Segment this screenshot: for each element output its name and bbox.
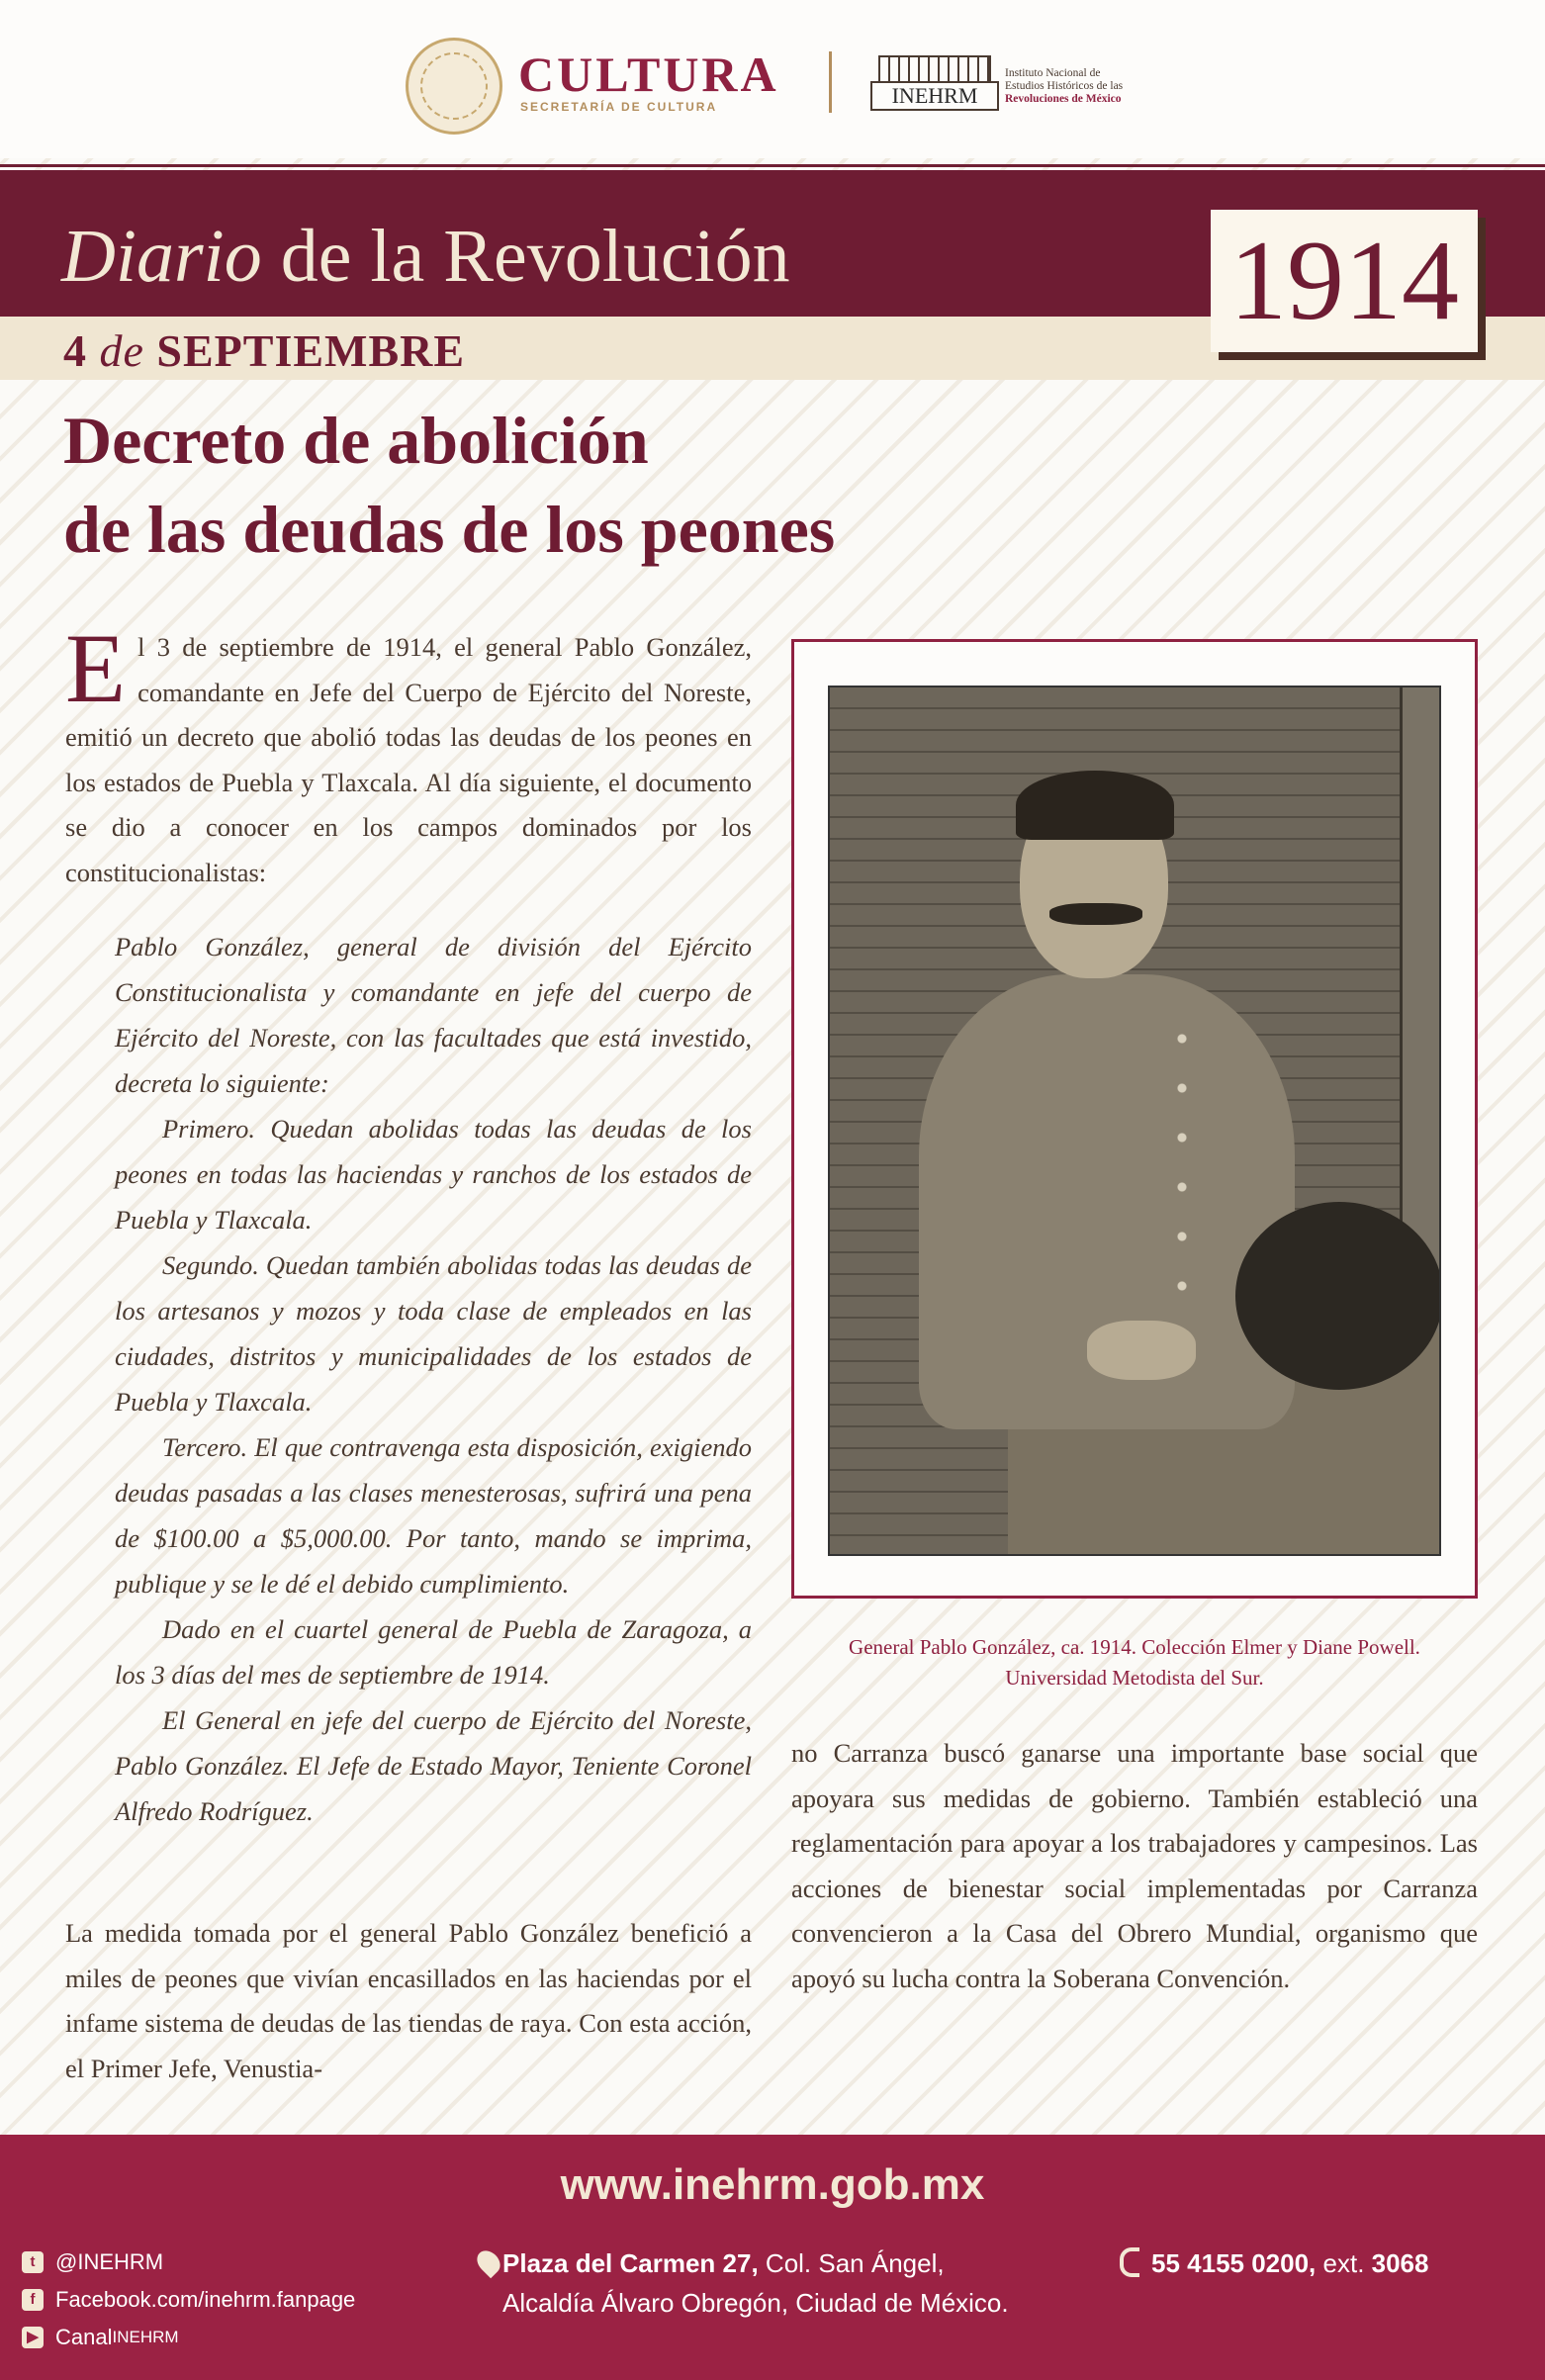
photo-frame bbox=[791, 639, 1478, 1599]
headline-line-2: de las deudas de los peones bbox=[63, 492, 836, 567]
phone-contact[interactable] bbox=[1151, 2243, 1428, 2283]
decree-preamble: Pablo González, general de división del Ejército Constitucionalista y comandante en jefe del cuerpo de Ejército del Noreste, con las facultades que está investido, decreta lo siguiente: bbox=[115, 932, 752, 1098]
inehrm-line-3: Revoluciones de México bbox=[1005, 93, 1122, 105]
cultura-logo-title: CULTURA bbox=[518, 46, 779, 102]
header-rule bbox=[0, 164, 1545, 167]
date-day: 4 bbox=[63, 325, 87, 376]
body-paragraph-left: La medida tomada por el general Pablo González benefició a miles de peones que vivían encasillados en las haciendas por el infame sistema de deudas de las tiendas de raya. Con esta acción, el Primer Jefe, Venustia- bbox=[65, 1918, 752, 2083]
inehrm-acronym: INEHRM bbox=[870, 81, 999, 111]
year-box: 1914 bbox=[1211, 210, 1478, 352]
decree-article-2: Segundo. Quedan también abolidas todas las deudas de los artesanos y mozos y toda clase de empleados en las ciudades, distritos y municipalidades de los estados de Puebla y Tlaxcala. bbox=[115, 1250, 752, 1417]
facebook-url: Facebook.com/inehrm.fanpage bbox=[55, 2287, 356, 2312]
caption-line-2: Universidad Metodista del Sur. bbox=[1005, 1666, 1264, 1690]
series-title-italic: Diario bbox=[61, 215, 262, 298]
article-headline bbox=[63, 396, 1151, 574]
phone-number: 55 4155 0200, bbox=[1151, 2248, 1317, 2278]
date-prep: de bbox=[87, 325, 157, 376]
facebook-link[interactable] bbox=[22, 2281, 355, 2319]
address-colonia: Col. San Ángel, bbox=[758, 2248, 945, 2278]
phone-extension: 3068 bbox=[1371, 2248, 1429, 2278]
twitter-handle: @INEHRM bbox=[55, 2249, 164, 2274]
decree-quote bbox=[115, 924, 752, 1834]
logo-divider bbox=[829, 51, 832, 113]
national-seal-icon bbox=[406, 38, 502, 135]
facebook-icon: f bbox=[22, 2289, 44, 2311]
youtube-link[interactable] bbox=[22, 2319, 355, 2356]
body-paragraph-right: no Carranza buscó ganarse una importante base social que apoyara sus medidas de gobierno. También estableció una reglamentación para apoyar a los trabajadores y campesinos. Las acciones de bienestar social implementadas por Carranza convencieron a la Casa del Obrero Mundial, organismo que apoyó su lucha contra la Soberana Convención. bbox=[791, 1738, 1478, 1993]
address bbox=[502, 2243, 1136, 2323]
twitter-icon: t bbox=[22, 2251, 44, 2273]
decree-signature: El General en jefe del cuerpo de Ejército del Noreste, Pablo González. El Jefe de Estado Mayor, Teniente Coronel Alfredo Rodríguez. bbox=[115, 1705, 752, 1826]
top-header bbox=[0, 0, 1545, 158]
intro-text: l 3 de septiembre de 1914, el general Pablo González, comandante en Jefe del Cuerpo de Ejército del Noreste, emitió un decreto que abolió todas las deudas de los peones en los estados de Puebla y Tlaxcala. Al día siguiente, el documento se dio a conocer en los campos dominados por los constitucionalistas: bbox=[65, 632, 752, 887]
inehrm-logo bbox=[870, 55, 999, 113]
photo-caption bbox=[791, 1632, 1478, 1693]
decree-place-date: Dado en el cuartel general de Puebla de Zaragoza, a los 3 días del mes de septiembre de 1914. bbox=[115, 1614, 752, 1690]
location-pin-icon bbox=[473, 2246, 505, 2279]
phone-icon bbox=[1120, 2247, 1139, 2277]
social-links bbox=[22, 2243, 355, 2356]
portrait-photo bbox=[828, 686, 1441, 1556]
cultura-logo-subtitle: SECRETARÍA DE CULTURA bbox=[520, 100, 718, 114]
series-title bbox=[61, 214, 790, 300]
intro-paragraph bbox=[65, 613, 752, 895]
inehrm-full-name bbox=[1005, 67, 1203, 106]
phone-ext-label: ext. bbox=[1316, 2248, 1372, 2278]
address-city: Alcaldía Álvaro Obregón, Ciudad de México. bbox=[502, 2288, 1009, 2318]
inehrm-line-2: Estudios Históricos de las bbox=[1005, 80, 1124, 92]
youtube-channel: INEHRM bbox=[112, 2328, 179, 2346]
date-line bbox=[63, 324, 465, 377]
youtube-icon: ▶ bbox=[22, 2327, 44, 2348]
headline-line-1: Decreto de abolición bbox=[63, 403, 649, 478]
drop-cap: E bbox=[65, 613, 127, 723]
youtube-prefix: Canal bbox=[55, 2325, 113, 2349]
website-link[interactable]: www.inehrm.gob.mx bbox=[560, 2160, 985, 2209]
address-street: Plaza del Carmen 27, bbox=[502, 2248, 759, 2278]
building-icon bbox=[878, 55, 991, 81]
decree-article-3: Tercero. El que contravenga esta disposición, exigiendo deudas pasadas a las clases menesterosas, sufrirá una pena de $100.00 a $5,000.00. Por tanto, mando se imprima, publique y se le dé el debido cumplimiento. bbox=[115, 1432, 752, 1599]
footer bbox=[0, 2135, 1545, 2380]
inehrm-line-1: Instituto Nacional de bbox=[1005, 67, 1101, 79]
date-month: SEPTIEMBRE bbox=[156, 325, 466, 376]
caption-line-1: General Pablo González, ca. 1914. Colección Elmer y Diane Powell. bbox=[849, 1635, 1420, 1659]
decree-article-1: Primero. Quedan abolidas todas las deudas de los peones en todas las haciendas y ranchos de los estados de Puebla y Tlaxcala. bbox=[115, 1114, 752, 1235]
series-title-rest: de la Revolución bbox=[261, 215, 790, 298]
twitter-link[interactable] bbox=[22, 2243, 355, 2281]
